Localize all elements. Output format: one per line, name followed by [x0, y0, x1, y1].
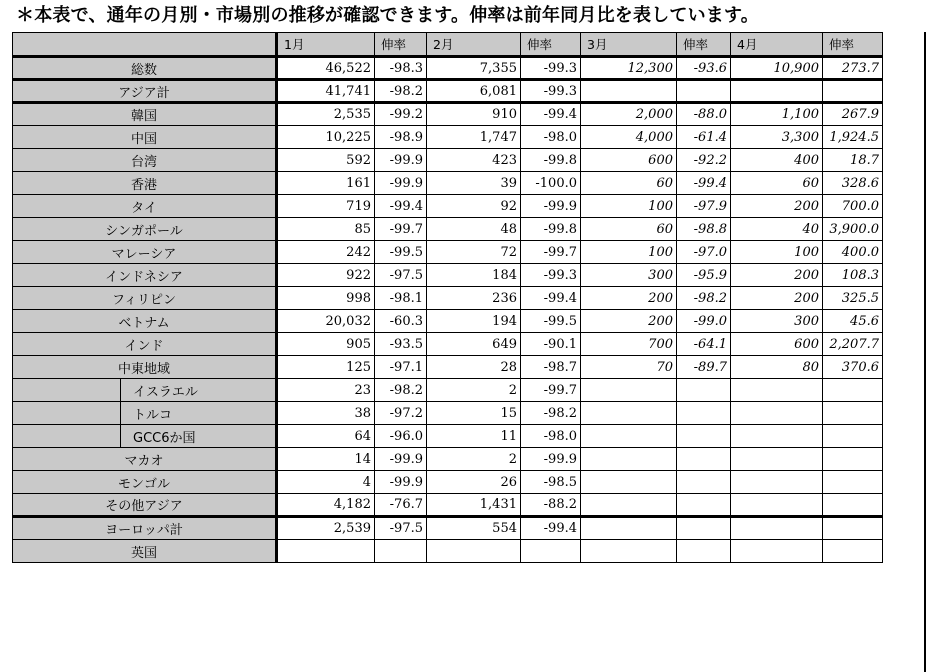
- value-cell: 998: [277, 287, 375, 310]
- value-cell: [731, 80, 823, 103]
- value-cell: [677, 379, 731, 402]
- column-header: 3月: [581, 33, 677, 57]
- value-cell: [581, 402, 677, 425]
- value-cell: 46,522: [277, 57, 375, 80]
- value-cell: 100: [731, 241, 823, 264]
- table-row: [13, 287, 883, 310]
- value-cell: [823, 471, 883, 494]
- value-cell: -99.2: [375, 103, 427, 126]
- value-cell: -99.7: [375, 218, 427, 241]
- row-label: 英国: [13, 540, 277, 563]
- value-cell: 1,924.5: [823, 126, 883, 149]
- value-cell: [823, 425, 883, 448]
- value-cell: 325.5: [823, 287, 883, 310]
- value-cell: 28: [427, 356, 521, 379]
- value-cell: -97.1: [375, 356, 427, 379]
- value-cell: [581, 80, 677, 103]
- row-label: その他アジア: [13, 494, 277, 517]
- value-cell: -93.6: [677, 57, 731, 80]
- row-label: 中国: [13, 126, 277, 149]
- row-label: マカオ: [13, 448, 277, 471]
- value-cell: 1,747: [427, 126, 521, 149]
- row-label: 台湾: [13, 149, 277, 172]
- table-row: [13, 172, 883, 195]
- table-row: [13, 195, 883, 218]
- value-cell: [731, 517, 823, 540]
- value-cell: [823, 80, 883, 103]
- value-cell: -88.2: [521, 494, 581, 517]
- table-row: [13, 494, 883, 517]
- table-row: [13, 379, 883, 402]
- header-corner-cell: [13, 33, 277, 57]
- value-cell: [823, 494, 883, 517]
- value-cell: 719: [277, 195, 375, 218]
- table-row: [13, 126, 883, 149]
- value-cell: -99.7: [521, 241, 581, 264]
- value-cell: -99.9: [375, 172, 427, 195]
- value-cell: [823, 402, 883, 425]
- value-cell: [677, 402, 731, 425]
- value-cell: [677, 448, 731, 471]
- value-cell: [731, 448, 823, 471]
- table-row: [13, 471, 883, 494]
- value-cell: -88.0: [677, 103, 731, 126]
- value-cell: 100: [581, 241, 677, 264]
- value-cell: 38: [277, 402, 375, 425]
- value-cell: -99.3: [521, 80, 581, 103]
- value-cell: [731, 540, 823, 563]
- column-header: 伸率: [677, 33, 731, 57]
- value-cell: 85: [277, 218, 375, 241]
- value-cell: 194: [427, 310, 521, 333]
- value-cell: 6,081: [427, 80, 521, 103]
- value-cell: [731, 402, 823, 425]
- value-cell: 700: [581, 333, 677, 356]
- value-cell: -99.9: [375, 471, 427, 494]
- value-cell: -98.3: [375, 57, 427, 80]
- value-cell: [677, 517, 731, 540]
- value-cell: -97.0: [677, 241, 731, 264]
- value-cell: 70: [581, 356, 677, 379]
- table-row: [13, 310, 883, 333]
- value-cell: 10,900: [731, 57, 823, 80]
- value-cell: -99.9: [521, 448, 581, 471]
- value-cell: 80: [731, 356, 823, 379]
- value-cell: 12,300: [581, 57, 677, 80]
- value-cell: 600: [581, 149, 677, 172]
- table-row: [13, 517, 883, 540]
- value-cell: -97.5: [375, 264, 427, 287]
- indent-cell: [13, 402, 121, 425]
- table-row: [13, 218, 883, 241]
- value-cell: 26: [427, 471, 521, 494]
- column-header: 伸率: [823, 33, 883, 57]
- value-cell: -93.5: [375, 333, 427, 356]
- value-cell: 600: [731, 333, 823, 356]
- value-cell: 400.0: [823, 241, 883, 264]
- value-cell: 922: [277, 264, 375, 287]
- value-cell: -100.0: [521, 172, 581, 195]
- value-cell: 39: [427, 172, 521, 195]
- value-cell: 40: [731, 218, 823, 241]
- value-cell: 910: [427, 103, 521, 126]
- value-cell: 3,300: [731, 126, 823, 149]
- value-cell: -98.7: [521, 356, 581, 379]
- value-cell: -60.3: [375, 310, 427, 333]
- row-label: イスラエル: [121, 379, 277, 402]
- value-cell: 400: [731, 149, 823, 172]
- value-cell: [677, 494, 731, 517]
- value-cell: [581, 471, 677, 494]
- table-row: [13, 402, 883, 425]
- value-cell: -99.4: [521, 103, 581, 126]
- value-cell: [581, 379, 677, 402]
- value-cell: -98.2: [375, 379, 427, 402]
- value-cell: -99.4: [375, 195, 427, 218]
- value-cell: 2,000: [581, 103, 677, 126]
- table-row: [13, 103, 883, 126]
- table-row: [13, 149, 883, 172]
- table-row: [13, 356, 883, 379]
- value-cell: -98.5: [521, 471, 581, 494]
- row-label: シンガポール: [13, 218, 277, 241]
- value-cell: 4: [277, 471, 375, 494]
- value-cell: [823, 540, 883, 563]
- monthly-market-table: [12, 32, 883, 563]
- value-cell: 273.7: [823, 57, 883, 80]
- table-row: [13, 264, 883, 287]
- value-cell: [677, 425, 731, 448]
- value-cell: 41,741: [277, 80, 375, 103]
- value-cell: -98.1: [375, 287, 427, 310]
- value-cell: -98.8: [677, 218, 731, 241]
- value-cell: -99.9: [375, 448, 427, 471]
- value-cell: [581, 448, 677, 471]
- column-header: 伸率: [375, 33, 427, 57]
- value-cell: -92.2: [677, 149, 731, 172]
- row-label: GCC6か国: [121, 425, 277, 448]
- value-cell: 200: [731, 287, 823, 310]
- value-cell: 184: [427, 264, 521, 287]
- value-cell: 423: [427, 149, 521, 172]
- column-header: 伸率: [521, 33, 581, 57]
- value-cell: 200: [581, 310, 677, 333]
- indent-cell: [13, 379, 121, 402]
- value-cell: -99.5: [375, 241, 427, 264]
- row-label: ヨーロッパ計: [13, 517, 277, 540]
- value-cell: 60: [581, 218, 677, 241]
- value-cell: -99.9: [521, 195, 581, 218]
- value-cell: -76.7: [375, 494, 427, 517]
- header-row: [13, 33, 883, 57]
- value-cell: 1,100: [731, 103, 823, 126]
- value-cell: 2,535: [277, 103, 375, 126]
- column-header: 1月: [277, 33, 375, 57]
- value-cell: [823, 379, 883, 402]
- table-row: [13, 425, 883, 448]
- value-cell: -99.0: [677, 310, 731, 333]
- value-cell: [677, 471, 731, 494]
- value-cell: -98.2: [677, 287, 731, 310]
- value-cell: -99.8: [521, 218, 581, 241]
- value-cell: 60: [581, 172, 677, 195]
- value-cell: [277, 540, 375, 563]
- row-label: 韓国: [13, 103, 277, 126]
- row-label: タイ: [13, 195, 277, 218]
- value-cell: 48: [427, 218, 521, 241]
- row-label: フィリピン: [13, 287, 277, 310]
- row-label: 香港: [13, 172, 277, 195]
- value-cell: 200: [731, 195, 823, 218]
- value-cell: [731, 425, 823, 448]
- value-cell: 20,032: [277, 310, 375, 333]
- value-cell: 3,900.0: [823, 218, 883, 241]
- value-cell: [731, 494, 823, 517]
- value-cell: 242: [277, 241, 375, 264]
- value-cell: 4,182: [277, 494, 375, 517]
- table-row: [13, 241, 883, 264]
- value-cell: [427, 540, 521, 563]
- value-cell: 14: [277, 448, 375, 471]
- value-cell: [731, 379, 823, 402]
- value-cell: 592: [277, 149, 375, 172]
- value-cell: -96.0: [375, 425, 427, 448]
- value-cell: -99.4: [521, 287, 581, 310]
- column-header: 2月: [427, 33, 521, 57]
- value-cell: 72: [427, 241, 521, 264]
- value-cell: -99.4: [521, 517, 581, 540]
- value-cell: -98.0: [521, 126, 581, 149]
- value-cell: 60: [731, 172, 823, 195]
- row-label: 中東地域: [13, 356, 277, 379]
- value-cell: 370.6: [823, 356, 883, 379]
- row-label: アジア計: [13, 80, 277, 103]
- value-cell: 10,225: [277, 126, 375, 149]
- table-row: [13, 333, 883, 356]
- row-label: トルコ: [121, 402, 277, 425]
- value-cell: 236: [427, 287, 521, 310]
- value-cell: [823, 448, 883, 471]
- value-cell: [375, 540, 427, 563]
- value-cell: 649: [427, 333, 521, 356]
- value-cell: -97.9: [677, 195, 731, 218]
- value-cell: 2: [427, 448, 521, 471]
- value-cell: 15: [427, 402, 521, 425]
- table-row: [13, 80, 883, 103]
- value-cell: 2: [427, 379, 521, 402]
- value-cell: [581, 425, 677, 448]
- value-cell: 7,355: [427, 57, 521, 80]
- value-cell: -97.2: [375, 402, 427, 425]
- value-cell: 11: [427, 425, 521, 448]
- value-cell: -89.7: [677, 356, 731, 379]
- value-cell: 554: [427, 517, 521, 540]
- value-cell: -61.4: [677, 126, 731, 149]
- row-label: インドネシア: [13, 264, 277, 287]
- value-cell: [677, 80, 731, 103]
- row-label: ベトナム: [13, 310, 277, 333]
- value-cell: [731, 471, 823, 494]
- table-row: [13, 448, 883, 471]
- value-cell: [823, 517, 883, 540]
- value-cell: 92: [427, 195, 521, 218]
- value-cell: 100: [581, 195, 677, 218]
- value-cell: 23: [277, 379, 375, 402]
- value-cell: 300: [731, 310, 823, 333]
- row-label: モンゴル: [13, 471, 277, 494]
- page-title: ＊本表で、通年の月別・市場別の推移が確認できます。伸率は前年同月比を表しています。: [16, 5, 759, 26]
- value-cell: -98.9: [375, 126, 427, 149]
- value-cell: -99.3: [521, 57, 581, 80]
- value-cell: 125: [277, 356, 375, 379]
- value-cell: -99.3: [521, 264, 581, 287]
- value-cell: 200: [581, 287, 677, 310]
- row-label: インド: [13, 333, 277, 356]
- value-cell: -64.1: [677, 333, 731, 356]
- value-cell: -98.2: [521, 402, 581, 425]
- value-cell: -99.9: [375, 149, 427, 172]
- value-cell: -99.7: [521, 379, 581, 402]
- table-row: [13, 57, 883, 80]
- value-cell: [677, 540, 731, 563]
- value-cell: 328.6: [823, 172, 883, 195]
- value-cell: 267.9: [823, 103, 883, 126]
- value-cell: 108.3: [823, 264, 883, 287]
- row-label: マレーシア: [13, 241, 277, 264]
- value-cell: -99.8: [521, 149, 581, 172]
- value-cell: -99.4: [677, 172, 731, 195]
- value-cell: -99.5: [521, 310, 581, 333]
- value-cell: 2,539: [277, 517, 375, 540]
- value-cell: -98.0: [521, 425, 581, 448]
- row-label: 総数: [13, 57, 277, 80]
- value-cell: -98.2: [375, 80, 427, 103]
- value-cell: [581, 540, 677, 563]
- value-cell: [581, 517, 677, 540]
- value-cell: 18.7: [823, 149, 883, 172]
- value-cell: 45.6: [823, 310, 883, 333]
- value-cell: 200: [731, 264, 823, 287]
- value-cell: -95.9: [677, 264, 731, 287]
- value-cell: -97.5: [375, 517, 427, 540]
- indent-cell: [13, 425, 121, 448]
- value-cell: 64: [277, 425, 375, 448]
- value-cell: 1,431: [427, 494, 521, 517]
- value-cell: 4,000: [581, 126, 677, 149]
- value-cell: 300: [581, 264, 677, 287]
- column-header: 4月: [731, 33, 823, 57]
- value-cell: 700.0: [823, 195, 883, 218]
- value-cell: 905: [277, 333, 375, 356]
- value-cell: [521, 540, 581, 563]
- value-cell: 161: [277, 172, 375, 195]
- table-row: [13, 540, 883, 563]
- value-cell: -90.1: [521, 333, 581, 356]
- value-cell: 2,207.7: [823, 333, 883, 356]
- value-cell: [581, 494, 677, 517]
